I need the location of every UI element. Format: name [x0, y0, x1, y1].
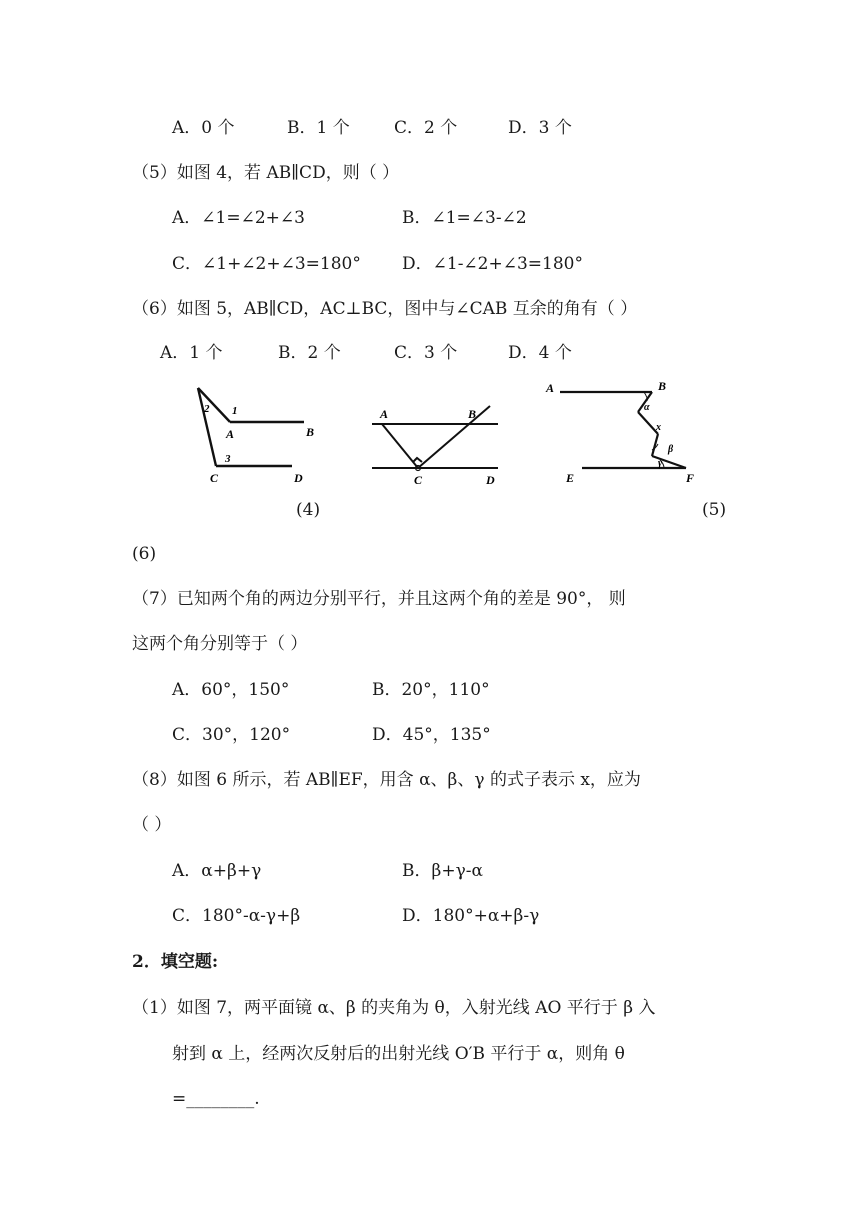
fig5-label-D: D [486, 473, 495, 487]
q5-option-b: B．∠1=∠3-∠2 [402, 208, 527, 228]
figure-4 [190, 380, 330, 490]
fig5-label-A: A [380, 407, 389, 421]
fig4-label-1: 1 [232, 405, 238, 417]
q4-option-d: D．3 个 [508, 118, 572, 138]
fig6-label-alpha: α [644, 402, 650, 413]
q5-option-d: D．∠1-∠2+∠3=180° [402, 254, 583, 274]
fig6-label-gamma: γ [658, 458, 663, 469]
q4-option-b: B．1 个 [287, 118, 350, 138]
q7-option-a: A．60°，150° [172, 680, 290, 700]
fig5-caption: (5) [702, 500, 727, 520]
fig4-label-A: A [226, 427, 235, 441]
q8-option-b: B．β+γ-α [402, 861, 483, 881]
q7-option-c: C．30°，120° [172, 725, 291, 745]
fig6-caption: (6) [132, 544, 157, 564]
q6-option-c: C．3 个 [394, 343, 458, 363]
q7-stem-line1: （7）已知两个角的两边分别平行，并且这两个角的差是 90°， 则 [132, 589, 626, 609]
q8-option-a: A．α+β+γ [172, 861, 262, 881]
q5-stem: （5）如图 4，若 AB∥CD，则（ ） [132, 163, 400, 183]
q7-option-b: B．20°，110° [372, 680, 490, 700]
q8-option-c: C．180°-α-γ+β [172, 906, 301, 926]
q5-option-a: A．∠1=∠2+∠3 [172, 208, 305, 228]
fig5-label-B: B [468, 407, 477, 421]
fig4-label-2: 2 [204, 403, 210, 415]
fig6-label-A: A [546, 381, 555, 395]
q6-option-b: B．2 个 [278, 343, 341, 363]
fig4-label-B: B [306, 425, 315, 439]
q8-stem-line2: （ ） [132, 815, 172, 835]
figure-5 [366, 400, 506, 490]
s2-q1-line2: 射到 α 上，经两次反射后的出射光线 O′B 平行于 α，则角 θ [172, 1044, 625, 1064]
q7-stem-line2: 这两个角分别等于（ ） [132, 634, 308, 654]
fig4-caption: (4) [296, 500, 321, 520]
fig6-label-F: F [686, 471, 695, 485]
figure-6 [540, 372, 710, 492]
fig4-label-C: C [210, 471, 219, 485]
q6-option-d: D．4 个 [508, 343, 572, 363]
q8-stem-line1: （8）如图 6 所示，若 AB∥EF，用含 α、β、γ 的式子表示 x，应为 [132, 770, 641, 790]
s2-q1-line1: （1）如图 7，两平面镜 α、β 的夹角为 θ，入射光线 AO 平行于 β 入 [132, 998, 656, 1018]
fig6-label-E: E [566, 471, 575, 485]
q7-option-d: D．45°，135° [372, 725, 491, 745]
fig5-label-C: C [414, 473, 423, 487]
fig4-label-3: 3 [225, 453, 231, 465]
fig6-label-B: B [658, 379, 667, 393]
fig4-label-D: D [294, 471, 303, 485]
q6-option-a: A．1 个 [160, 343, 223, 363]
q4-option-c: C．2 个 [394, 118, 458, 138]
q6-stem: （6）如图 5，AB∥CD，AC⊥BC，图中与∠CAB 互余的角有（ ） [132, 299, 638, 319]
q5-option-c: C．∠1+∠2+∠3=180° [172, 254, 361, 274]
s2-q1-line3: =________. [172, 1089, 260, 1109]
fig6-label-beta: β [668, 444, 674, 455]
section-2-heading: 2．填空题: [132, 952, 219, 972]
q8-option-d: D．180°+α+β-γ [402, 906, 540, 926]
fig6-label-x: x [656, 422, 661, 433]
q4-option-a: A．0 个 [172, 118, 235, 138]
